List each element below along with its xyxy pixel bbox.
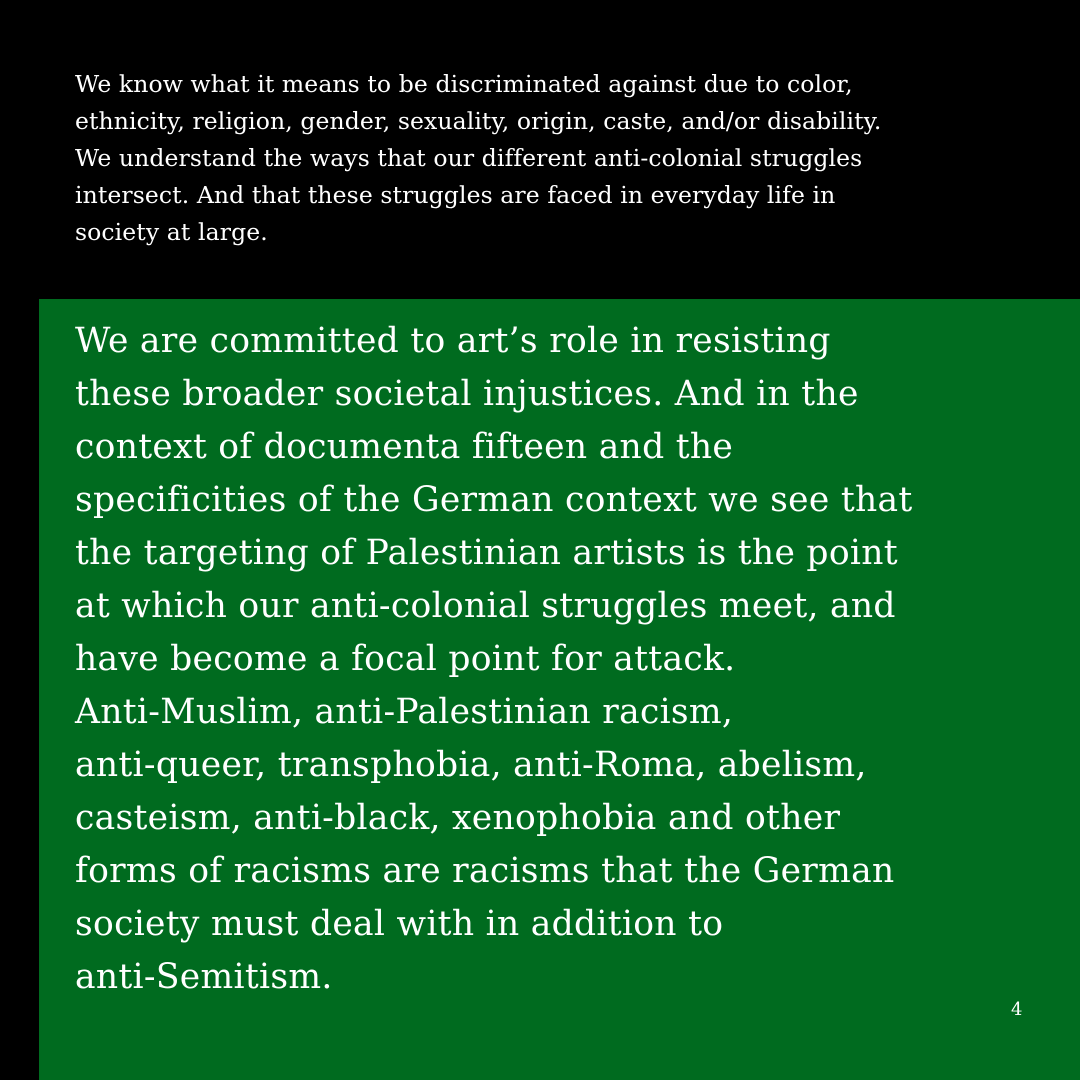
main-paragraph: We are committed to art’s role in resisting these broader societal injustices. And in the context of documenta fifteen and the specificities of the German context we see that the targeting of Palestinian artists is the point at which our anti-colonial struggles meet, and have become a focal point for attack. Anti-Muslim, anti-Palestinian racism, anti-queer, transphobia, anti-Roma, abelism, casteism, anti-black, xenophobia and other forms of racisms are racisms that the German society must deal with in addition to anti-Semitism. (75, 321, 913, 997)
intro-paragraph: We know what it means to be discriminated against due to color, ethnicity, religion, gender, sexuality, origin, caste, and/or disability. We understand the ways that our different anti-colonial struggles intersect. And that these struggles are faced in everyday life in society at large. (75, 70, 882, 246)
green-text-panel (39, 299, 1080, 1080)
page-number: 4 (1011, 999, 1023, 1020)
